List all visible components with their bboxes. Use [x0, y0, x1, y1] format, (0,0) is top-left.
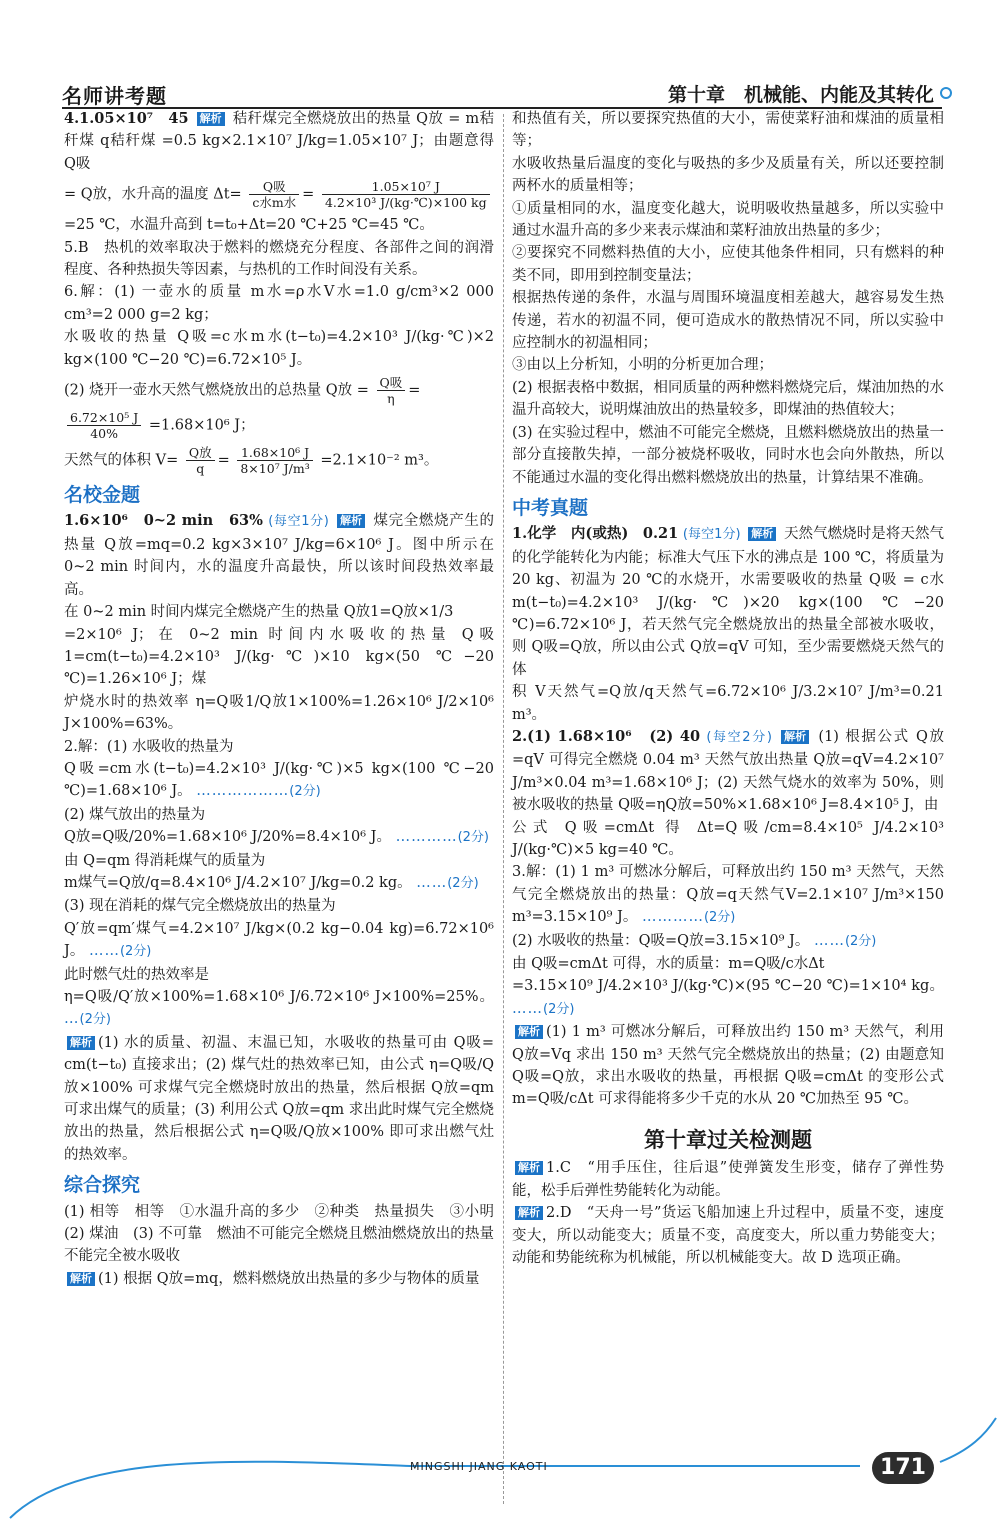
mx-answer-2d: Q放=Q吸/20%=1.68×10⁶ J/20%=8.4×10⁶ J。 …………(2分) [64, 829, 489, 846]
column-divider [503, 114, 504, 1504]
left-column [64, 108, 509, 1290]
answer-6b: 水吸收的热量 Q吸=c水m水(t−t₀)=4.2×10³ J/(kg·℃)×2 kg×(100 ℃−20 ℃)=6.72×10⁵ J。 [64, 329, 494, 368]
zh-analysis-cont-2: 水吸收热量后温度的变化与吸热的多少及质量有关，所以还要控制两杯水的质量相等； [512, 155, 944, 195]
mx-answer-2a: 2.解：(1) 水吸收的热量为 [64, 738, 234, 755]
answer-4: 4.1.05×10⁷ 45 解析 秸秆煤完全燃烧放出的热量 Q放 = m秸秆煤 q秸秆煤 =0.5 kg×2.1×10⁷ J/kg=1.05×10⁷ J；由题意得 Q吸 [64, 110, 495, 172]
answer-4-result: =25 ℃，水温升高到 t=t₀+Δt=20 ℃+25 ℃=45 ℃。 [64, 217, 434, 234]
answer-4-formula: = Q放，水升高的温度 Δt= $\frac{\text{Q吸}}{\text{c水m水}}$ = $\frac{\text{1.05×10⁷ J}}{\text{4.2×10³ J/(kg·℃)×100 kg}}$ [64, 179, 494, 210]
mx-answer-2g: (3) 现在消耗的煤气完全燃烧放出的热量为 [64, 898, 336, 915]
section-heading-zonghe: 综合探究 [64, 1174, 141, 1197]
circle-icon [940, 87, 952, 99]
zk-analysis-3: 解析 (1) 1 m³ 可燃冰分解后，可释放出约 150 m³ 天然气，利用 Q放=Vq 求出 150 m³ 天然气完全燃烧放出的热量；(2) 由题意知 Q吸=Q放，求出水吸收的热量，再根据 Q吸=cmΔt 的变形公式 m=Q吸/cΔt 可求得能将多少千克的水从 20 ℃加热至 95 ℃。 [512, 1024, 944, 1108]
page-header [62, 76, 952, 108]
zk-answer-3c: 由 Q吸=cmΔt 可得，水的质量：m=Q吸/c水Δt [512, 956, 825, 973]
zk-answer-2c: 公式 Q吸=cmΔt 得 Δt=Q吸/cm=8.4×10⁵ J/4.2×10³ J/(kg·℃)×5 kg=40 ℃。 [512, 819, 944, 858]
mx-answer-2j: η=Q吸/Q′放×100%=1.68×10⁶ J/6.72×10⁶ J×100%=25%。 …(2分) [64, 989, 494, 1028]
mx-answer-2h: Q′放=qm′煤气=4.2×10⁷ J/kg×(0.2 kg−0.04 kg)=6.72×10⁶ J。 ……(2分) [64, 920, 494, 960]
answer-5: 5.B 热机的效率取决于燃料的燃烧充分程度、各部件之间的润滑程度、各种热损失等因素，与热机的工作时间没有关系。 [64, 239, 494, 279]
mx-answer-2e: 由 Q=qm 得消耗煤气的质量为 [64, 852, 266, 869]
right-column [512, 108, 944, 1269]
zh-analysis-cont-3: ①质量相同的水，温度变化越大，说明吸收热量越多，所以实验中通过水温升高的多少来表示煤油和菜籽油放出热量的多少； [512, 200, 944, 240]
answer-6c: (2) 烧开一壶水天然气燃烧放出的总热量 Q放 = $\frac{\text{Q吸}}{\eta}$ = [64, 375, 421, 407]
section-heading-zhongkao: 中考真题 [512, 496, 589, 519]
test-answer-2: 解析 2.D “天舟一号”货运飞船加速上升过程中，质量不变，速度变大，所以动能变大；质量不变，高度变大，所以重力势能变大；动能和势能统称为机械能，所以机械能变大。故 D 选项正确。 [512, 1205, 944, 1266]
chapter-test-heading: 第十章过关检测题 [644, 1127, 812, 1152]
book-title: 名师讲考题 [62, 84, 167, 108]
zk-answer-3a: 3.解：(1) 1 m³ 可燃冰分解后，可释放出约 150 m³ 天然气，天然气完全燃烧放出的热量：Q放=q天然气V=2.1×10⁷ J/m³×150 m³=3.15×10⁹ J。 …………(2分) [512, 864, 944, 926]
zk-answer-1: 1.化学 内(或热) 0.21 (每空1分) 解析 天然气燃烧时是将天然气的化学能转化为内能；标准大气压下水的沸点是 100 ℃，将质量为 20 kg、初温为 20 ℃的水烧开，水需要吸收的热量 Q吸 = c水m(t−t₀)=4.2×10³ J/(kg·℃)×20 kg×(100 ℃−20 ℃)=6.72×10⁶ J，若天然气完全燃烧放出的热量全部被水吸收，则 Q吸=Q放，所以由公式 Q放=qV 可知，至少需要燃烧天然气的体 [512, 525, 945, 678]
mx-answer-2c: (2) 煤气放出的热量为 [64, 806, 206, 823]
zh-answer: (1) 相等 相等 ①水温升高的多少 ②种类 热量损失 ③小明 (2) 煤油 (3) 不可靠 燃油不可能完全燃烧且燃油燃烧放出的热量不能完全被水吸收 [64, 1203, 509, 1265]
zh-analysis: 解析 (1) 根据 Q放=mq，燃料燃烧放出热量的多少与物体的质量 [64, 1268, 494, 1290]
footer-brand: MINGSHI JIANG KAOTI [410, 1460, 548, 1473]
mx-answer-1b: 在 0~2 min 时间内煤完全燃烧产生的热量 Q放1=Q放×1/3 [64, 604, 454, 621]
mx-answer-1: 1.6×10⁶ 0~2 min 63% (每空1分) 解析 煤完全燃烧产生的热量 Q放=mq=0.2 kg×3×10⁷ J/kg=6×10⁶ J。图中所示在 0~2 min 时间内，水的温度升高最快，所以该时间段热效率最高。 [64, 512, 495, 598]
zk-answer-2: 2.(1) 1.68×10⁶ (2) 40 (每空2分) 解析 (1) 根据公式 Q放 =qV 可得完全燃烧 0.04 m³ 天然气放出热量 Q放=qV=4.2×10⁷ J/m³×0.04 m³=1.68×10⁶ J；(2) 天然气烧水的效率为 50%，则被水吸收的热量 Q吸=ηQ放=50%×1.68×10⁶ J=8.4×10⁵ J，由 [512, 727, 945, 814]
zh-analysis-cont-1: 和热值有关，所以要探究热值的大小，需使菜籽油和煤油的质量相等； [512, 111, 944, 150]
chapter-title: 第十章 机械能、内能及其转化 [667, 84, 934, 106]
mx-answer-2i: 此时燃气灶的热效率是 [64, 966, 209, 983]
zh-analysis-cont-6: ③由以上分析知，小明的分析更加合理； [512, 357, 773, 374]
mx-answer-2b: Q吸=cm水(t−t₀)=4.2×10³ J/(kg·℃)×5 kg×(100 ℃−20 ℃)=1.68×10⁶ J。 ………………(2分) [64, 760, 494, 800]
mx-answer-2k: 解析 (1) 水的质量、初温、末温已知，水吸收的热量可由 Q吸= cm(t−t₀) 直接求出；(2) 煤气灶的热效率已知，由公式 η=Q吸/Q放×100% 可求煤气完全燃烧时放出的热量，然后根据 Q放=qm 可求出煤气的质量；(3) 利用公式 Q放=qm 求出此时煤气完全燃烧放出的热量，然后根据公式 η=Q吸/Q放×100% 即可求出燃气灶的热效率。 [64, 1034, 494, 1163]
zh-analysis-cont-7: (2) 根据表格中数据，相同质量的两种燃料燃烧完后，煤油加热的水温升高较大，说明煤油放出的热量较多，即煤油的热值较大； [512, 379, 944, 419]
answer-6a: 6.解：(1) 一壶水的质量 m水=ρ水V水=1.0 g/cm³×2 000 cm³=2 000 g=2 kg； [64, 284, 494, 323]
zh-analysis-cont-8: (3) 在实验过程中，燃油不可能完全燃烧，且燃料燃烧放出的热量一部分直接散失掉，一部分被烧杯吸收，同时水也会向外散热，所以不能通过水温的变化得出燃料燃烧放出的热量，计算结果不准确。 [512, 424, 944, 486]
zk-answer-3d: =3.15×10⁹ J/4.2×10³ J/(kg·℃)×(95 ℃−20 ℃)=1×10⁴ kg。 ……(2分) [512, 978, 944, 1017]
mx-answer-1d: 炉烧水时的热效率 η=Q吸1/Q放1×100%=1.26×10⁶ J/2×10⁶ J×100%=63%。 [64, 693, 494, 733]
section-heading-mingxiao: 名校金题 [64, 484, 141, 507]
zh-analysis-cont-5: 根据热传递的条件，水温与周围环境温度相差越大，越容易发生热传递，若水的初温不同，便可造成水的散热情况不同，所以实验中应控制水的初温相同； [512, 290, 944, 352]
zh-analysis-cont-4: ②要探究不同燃料热值的大小，应使其他条件相同，只有燃料的种类不同，即用到控制变量法； [512, 245, 944, 284]
mx-answer-1c: =2×10⁶ J；在 0~2 min 时间内水吸收的热量 Q吸1=cm(t−t₀)=4.2×10³ J/(kg·℃)×10 kg×(50 ℃−20 ℃)=1.26×10⁶ J；煤 [64, 626, 494, 688]
answer-6e: 天然气的体积 V= $\frac{\text{Q放}}{q}$ = $\frac{\text{1.68×10⁶ J}}{\text{8×10⁷ J/m³}}$ =2.1×10⁻² m³。 [64, 445, 439, 477]
mx-answer-2f: m煤气=Q放/q=8.4×10⁶ J/4.2×10⁷ J/kg=0.2 kg。 ……(2分) [64, 874, 479, 891]
analysis-tag: 解析 [197, 112, 225, 126]
zk-answer-3b: (2) 水吸收的热量：Q吸=Q放=3.15×10⁹ J。 ……(2分) [512, 932, 877, 949]
page-number: 171 [872, 1452, 934, 1484]
answer-6d: $\frac{\text{6.72×10⁵ J}}{40\%}$ =1.68×10⁶ J； [64, 410, 494, 441]
zk-answer-1c: 积 V天然气=Q放/q天然气=6.72×10⁶ J/3.2×10⁷ J/m³=0.21 m³。 [512, 684, 944, 723]
test-answer-1: 解析 1.C “用手压住，往后退”使弹簧发生形变，储存了弹性势能，松手后弹性势能转化为动能。 [512, 1160, 944, 1199]
